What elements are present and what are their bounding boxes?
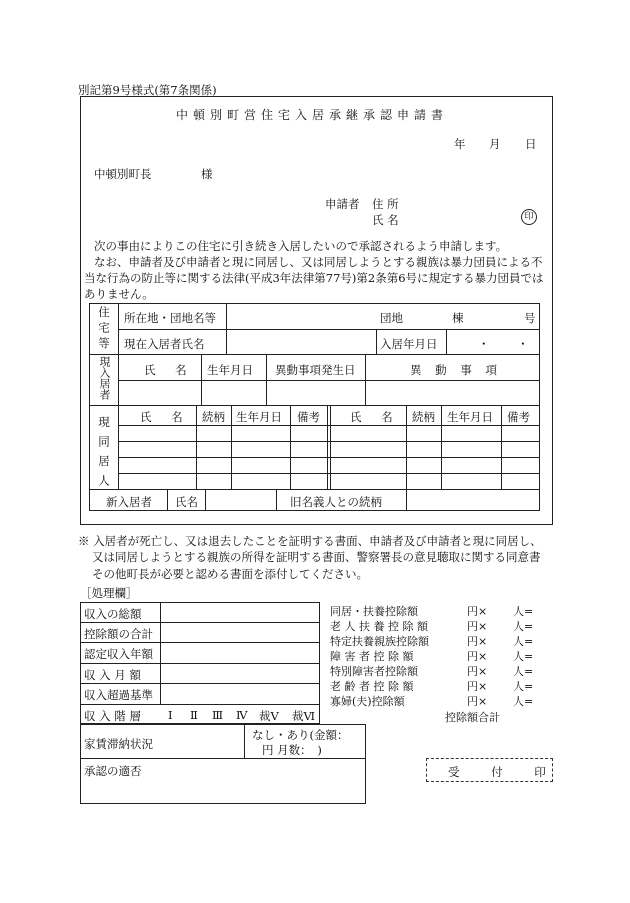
cohabitant-relation-header-left: 続柄 bbox=[202, 410, 225, 424]
date-day: 日 bbox=[525, 137, 537, 151]
deduction-people: 人= bbox=[513, 650, 534, 663]
deduction-label: 老 齢 者 控 除 額 bbox=[330, 680, 414, 693]
deduction-yen: 円× bbox=[467, 620, 488, 633]
notice-line-2: 又は同居しようとする親族の所得を証明する書面、警察署長の意見聴取に関する同意書 bbox=[92, 550, 541, 564]
change-header: 異 動 事 項 bbox=[410, 363, 502, 377]
new-tenant-label: 新入居者 bbox=[106, 495, 152, 509]
paragraph-declaration-3: ありません。 bbox=[84, 287, 154, 301]
deduction-yen: 円× bbox=[467, 650, 488, 663]
arrears-label: 家賃滞納状況 bbox=[84, 737, 153, 751]
tenant-name-header: 氏 名 bbox=[144, 363, 195, 377]
deduction-total-label: 控除額の合計 bbox=[84, 627, 153, 641]
deduction-label: 老 人 扶 養 控 除 額 bbox=[330, 620, 428, 633]
tier-1: Ⅰ bbox=[168, 708, 173, 722]
cohabitant-note-header-right: 備考 bbox=[507, 410, 530, 424]
date-month: 月 bbox=[489, 137, 501, 151]
deduction-people: 人= bbox=[513, 680, 534, 693]
details-table bbox=[89, 303, 540, 511]
move-in-label: 入居年月日 bbox=[380, 337, 438, 351]
deduction-yen: 円× bbox=[467, 695, 488, 708]
housing-section-label: 住宅等 bbox=[97, 306, 111, 353]
paragraph-request: 次の事由によりこの住宅に引き続き入居したいので承認されるよう申請します。 bbox=[94, 239, 508, 253]
reception-stamp-label: 受 付 印 bbox=[448, 765, 560, 779]
approval-label: 承認の適否 bbox=[84, 764, 142, 778]
deduction-people: 人= bbox=[513, 695, 534, 708]
arrears-value-line-1: なし・あり(金額： bbox=[252, 728, 349, 742]
notice-line-3: その他町長が必要と認める書面を添付してください。 bbox=[92, 567, 368, 581]
deduction-yen: 円× bbox=[467, 680, 488, 693]
cohabitant-section-label: 現同居人 bbox=[97, 416, 111, 494]
deduction-yen: 円× bbox=[467, 635, 488, 648]
cohabitant-note-header-left: 備考 bbox=[297, 410, 320, 424]
new-tenant-name-label: 氏名 bbox=[175, 495, 198, 509]
tier-2: Ⅱ bbox=[190, 708, 198, 722]
seal-mark: 印 bbox=[521, 209, 537, 225]
income-total-label: 収入の総額 bbox=[84, 607, 142, 621]
addressee-name: 中頓別町長 bbox=[94, 167, 152, 181]
notice-line-1: ※ 入居者が死亡し、又は退去したことを証明する書面、申請者及び申請者と現に同居し、 bbox=[78, 534, 542, 548]
deduction-label: 特別障害者控除額 bbox=[330, 665, 418, 678]
paragraph-declaration-1: なお、申請者及び申請者と現に同居し、又は同居しようとする親族は暴力団員による不 bbox=[94, 255, 543, 269]
cohabitant-birth-header-right: 生年月日 bbox=[447, 410, 493, 424]
date-year: 年 bbox=[454, 137, 466, 151]
income-tier-label: 収 入 階 層 bbox=[84, 709, 141, 723]
cohabitant-relation-header-right: 続柄 bbox=[412, 410, 435, 424]
complex-label: 団地 bbox=[380, 311, 403, 325]
tier-4: Ⅳ bbox=[236, 708, 248, 722]
change-date-header: 異動事項発生日 bbox=[275, 363, 356, 377]
tenant-birth-header: 生年月日 bbox=[207, 363, 253, 377]
tier-6: 裁Ⅵ bbox=[292, 709, 316, 723]
form-id: 別記第9号様式(第7条関係) bbox=[78, 83, 217, 97]
tier-3: Ⅲ bbox=[212, 708, 224, 722]
deduction-total: 控除額合計 bbox=[445, 711, 500, 724]
deduction-label: 同居・扶養控除額 bbox=[330, 605, 418, 618]
applicant-label: 申請者 bbox=[325, 197, 360, 211]
addressee-honorific: 様 bbox=[201, 167, 213, 181]
previous-holder-relation-label: 旧名義人との続柄 bbox=[290, 495, 382, 509]
deduction-yen: 円× bbox=[467, 605, 488, 618]
deduction-label: 障 害 者 控 除 額 bbox=[330, 650, 414, 663]
deduction-people: 人= bbox=[513, 605, 534, 618]
current-tenant-label: 現在入居者氏名 bbox=[124, 337, 205, 351]
deduction-yen: 円× bbox=[467, 665, 488, 678]
page-title: 中頓別町営住宅入居承継承認申請書 bbox=[176, 108, 449, 122]
processing-heading: ［処理欄］ bbox=[80, 586, 138, 600]
number-label: 号 bbox=[524, 311, 536, 325]
cohabitant-name-header-left: 氏 名 bbox=[140, 410, 191, 424]
deduction-label: 特定扶養親族控除額 bbox=[330, 635, 429, 648]
applicant-address-label: 住 所 bbox=[372, 197, 399, 211]
deduction-label: 寡婦(夫)控除額 bbox=[330, 695, 405, 708]
paragraph-declaration-2: 当な行為の防止等に関する法律(平成3年法律第77号)第2条第6号に規定する暴力団員では bbox=[84, 271, 544, 285]
location-label: 所在地・団地名等 bbox=[124, 311, 216, 325]
deduction-people: 人= bbox=[513, 620, 534, 633]
cohabitant-birth-header-left: 生年月日 bbox=[236, 410, 282, 424]
cohabitant-name-header-right: 氏 名 bbox=[350, 410, 401, 424]
certified-income-label: 認定収入年額 bbox=[84, 647, 153, 661]
move-in-date-dots: ・ ・ bbox=[478, 337, 541, 351]
monthly-income-label: 収 入 月 額 bbox=[84, 668, 141, 682]
deduction-people: 人= bbox=[513, 635, 534, 648]
income-limit-label: 収入超過基準 bbox=[84, 688, 153, 702]
tenant-section-label: 現入居者 bbox=[98, 356, 111, 400]
tier-5: 裁Ⅴ bbox=[259, 709, 279, 723]
applicant-name-label: 氏 名 bbox=[372, 213, 399, 227]
arrears-value-line-2: 円 月数： ) bbox=[262, 743, 322, 757]
deduction-people: 人= bbox=[513, 665, 534, 678]
building-label: 棟 bbox=[452, 311, 464, 325]
